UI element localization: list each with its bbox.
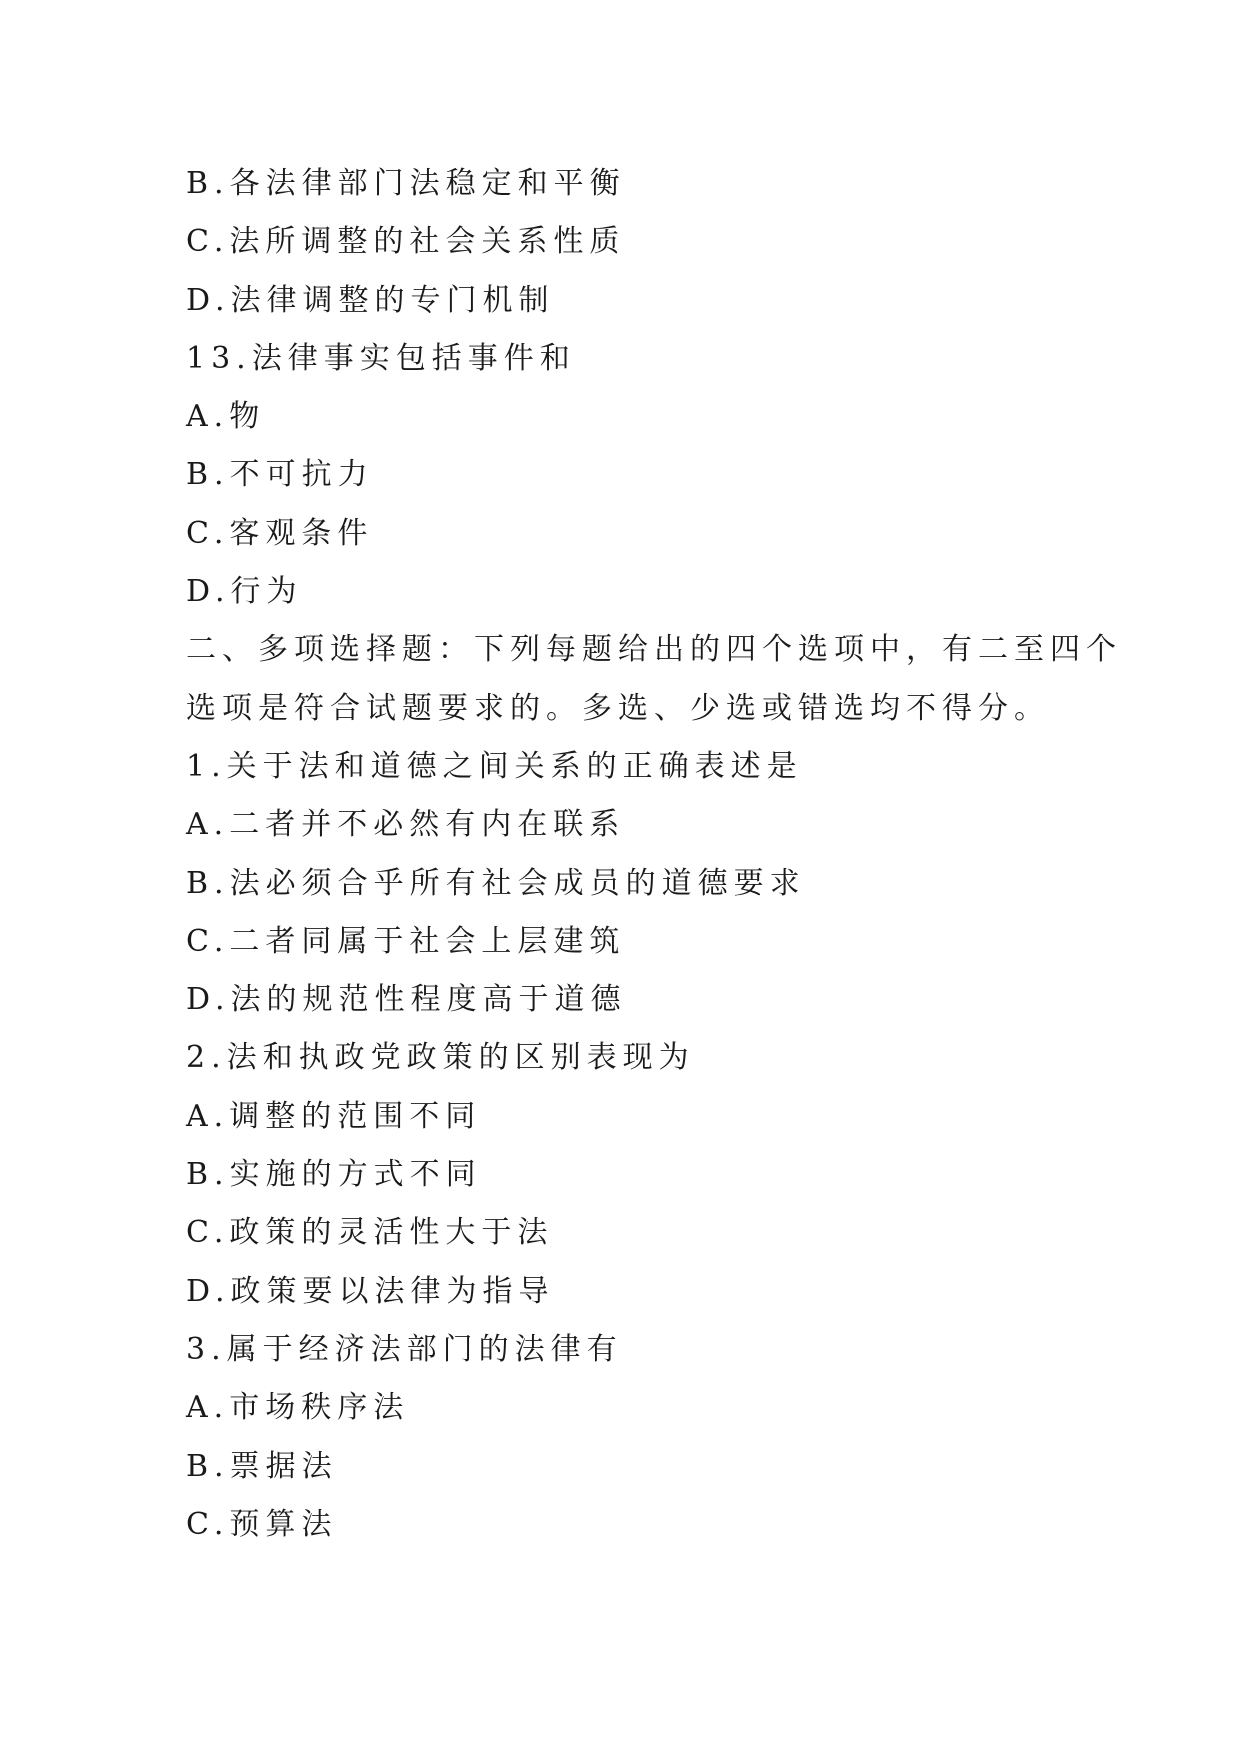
option-line: A.市场秩序法 <box>186 1390 410 1426</box>
option-line: A.物 <box>186 399 266 435</box>
option-line: D.法的规范性程度高于道德 <box>186 982 627 1018</box>
option-line: D.政策要以法律为指导 <box>186 1273 555 1309</box>
option-line: C.客观条件 <box>186 515 374 551</box>
question-line: 13.法律事实包括事件和 <box>186 340 576 376</box>
section-heading-continued: 选项是符合试题要求的。多选、少选或错选均不得分。 <box>186 690 1050 726</box>
section-heading: 二、多项选择题：下列每题给出的四个选项中，有二至四个 <box>186 632 1122 668</box>
option-line: C.二者同属于社会上层建筑 <box>186 923 626 959</box>
option-line: C.预算法 <box>186 1506 338 1542</box>
question-line: 1.关于法和道德之间关系的正确表述是 <box>186 748 803 784</box>
option-line: B.票据法 <box>186 1448 338 1484</box>
option-line: D.行为 <box>186 574 303 610</box>
option-line: B.各法律部门法稳定和平衡 <box>186 166 626 201</box>
option-line: C.政策的灵活性大于法 <box>186 1215 554 1251</box>
option-line: A.二者并不必然有内在联系 <box>186 807 626 843</box>
option-line: A.调整的范围不同 <box>186 1098 482 1134</box>
document-body <box>186 155 1122 1554</box>
question-line: 3.属于经济法部门的法律有 <box>186 1331 623 1367</box>
option-line: B.不可抗力 <box>186 457 374 493</box>
option-line: C.法所调整的社会关系性质 <box>186 224 626 260</box>
option-line: B.法必须合乎所有社会成员的道德要求 <box>186 865 806 901</box>
question-line: 2.法和执政党政策的区别表现为 <box>186 1040 695 1076</box>
option-line: D.法律调整的专门机制 <box>186 282 555 318</box>
option-line: B.实施的方式不同 <box>186 1157 482 1193</box>
